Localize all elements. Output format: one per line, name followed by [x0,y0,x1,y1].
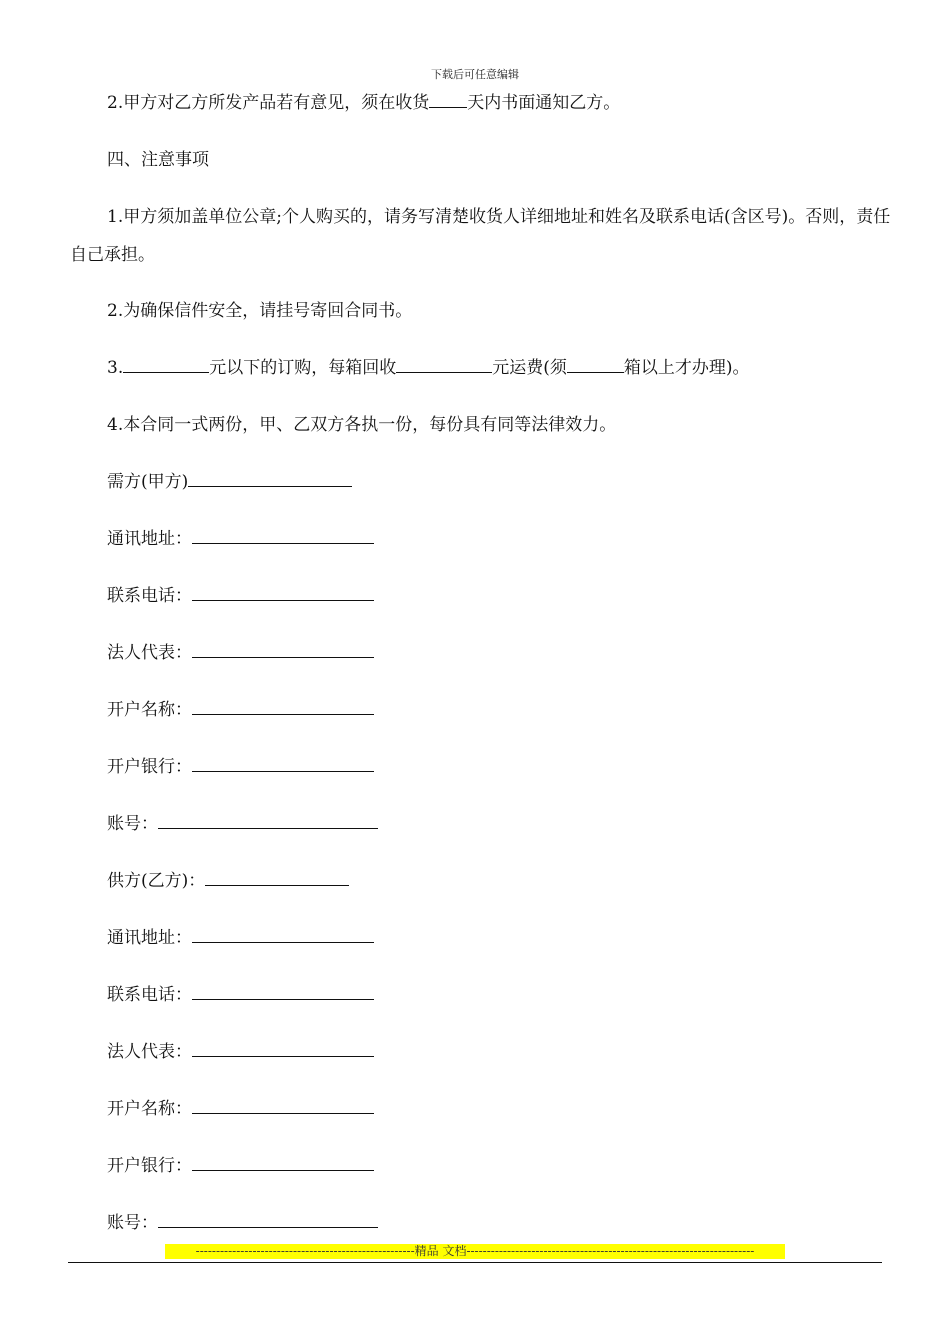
buyer-bank-label: 开户银行： [107,757,192,777]
buyer-party-field [107,470,352,494]
buyer-account-name-label: 开户名称： [107,700,192,720]
seller-account-no-label: 账号： [107,1213,158,1233]
buyer-party-line [188,470,352,487]
buyer-account-no-label: 账号： [107,814,158,834]
seller-account-no-line [158,1211,378,1228]
seller-address-line [192,926,374,943]
seller-legal-rep-field [107,1040,374,1064]
seller-bank-label: 开户银行： [107,1156,192,1176]
buyer-address-field [107,527,374,551]
note-2: 2.为确保信件安全，请挂号寄回合同书。 [107,301,413,321]
seller-bank-field [107,1154,374,1178]
seller-bank-line [192,1154,374,1171]
seller-party-label: 供方(乙方)： [107,871,206,891]
buyer-address-line [192,527,374,544]
seller-account-no-field [107,1211,378,1235]
clause-item-2 [107,91,620,115]
seller-address-field [107,926,374,950]
buyer-bank-line [192,755,374,772]
days-blank [429,91,467,108]
footer-divider [68,1262,882,1263]
seller-party-field [107,869,349,893]
note-3-text-d: 箱以上才办理)。 [623,358,750,378]
seller-legal-rep-line [192,1040,374,1057]
note-4: 4.本合同一式两份，甲、乙双方各执一份，每份具有同等法律效力。 [107,415,617,435]
buyer-bank-field [107,755,374,779]
buyer-legal-rep-line [192,641,374,658]
buyer-phone-label: 联系电话： [107,586,192,606]
section-title: 四、注意事项 [107,150,209,170]
buyer-account-no-line [158,812,378,829]
note-3-text-c: 元运费(须 [492,358,567,378]
buyer-legal-rep-label: 法人代表： [107,643,192,663]
freight-blank [396,356,492,373]
buyer-party-label: 需方(甲方) [107,472,189,492]
seller-address-label: 通讯地址： [107,928,192,948]
buyer-account-name-line [192,698,374,715]
seller-phone-label: 联系电话： [107,985,192,1005]
note-3-text-b: 元以下的订购，每箱回收 [209,358,397,378]
buyer-phone-field [107,584,374,608]
buyer-phone-line [192,584,374,601]
seller-account-name-label: 开户名称： [107,1099,192,1119]
note-1: 1.甲方须加盖单位公章;个人购买的，请务写清楚收货人详细地址和姓名及联系电话(含区号)。否则，责任自己承担。 [70,207,891,265]
clause-item-2-text-a: 2.甲方对乙方所发产品若有意见，须在收货 [107,93,430,113]
buyer-account-name-field [107,698,374,722]
seller-legal-rep-label: 法人代表： [107,1042,192,1062]
footer-banner: ------------------------------------------------------精品 文档----------------------------------------------------------------------- [165,1244,785,1259]
seller-account-name-field [107,1097,374,1121]
note-3-text-a: 3. [107,358,124,378]
note-3 [107,356,750,380]
buyer-legal-rep-field [107,641,374,665]
seller-party-line [205,869,349,886]
buyer-address-label: 通讯地址： [107,529,192,549]
clause-item-2-text-b: 天内书面通知乙方。 [467,93,621,113]
seller-phone-line [192,983,374,1000]
seller-account-name-line [192,1097,374,1114]
buyer-account-no-field [107,812,378,836]
box-count-blank [567,356,624,373]
seller-phone-field [107,983,374,1007]
amount-blank [123,356,209,373]
header-note: 下载后可任意编辑 [431,68,519,81]
